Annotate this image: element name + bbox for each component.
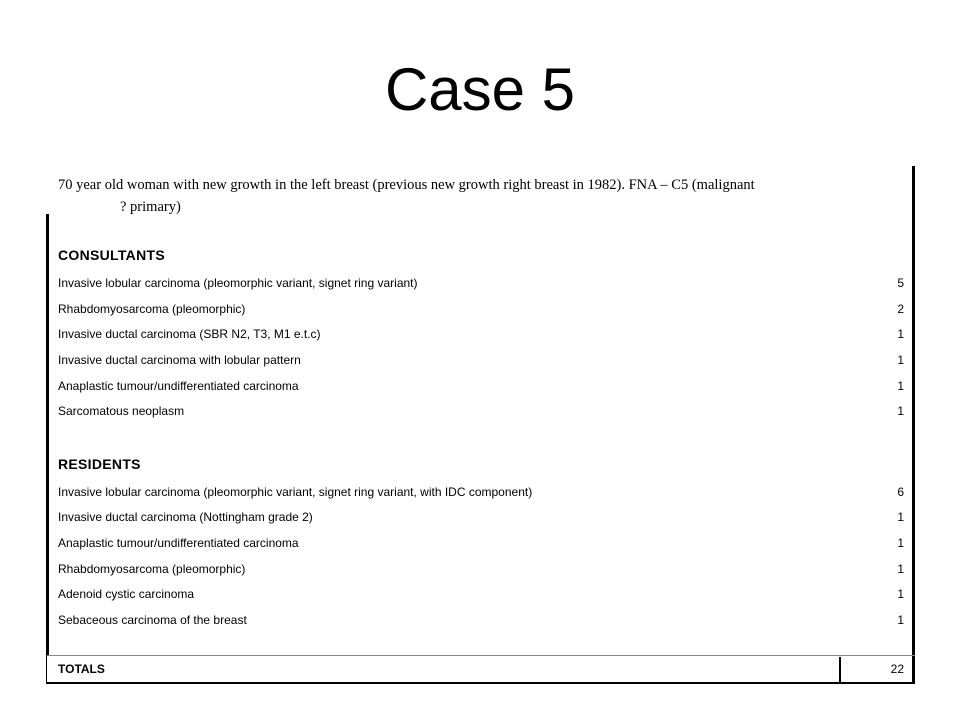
consultants-heading: CONSULTANTS xyxy=(58,247,165,263)
table-row xyxy=(58,275,904,291)
case-description-line-2: ? primary) xyxy=(120,199,181,215)
table-row xyxy=(58,378,904,394)
diagnosis-count: 1 xyxy=(897,587,904,601)
diagnosis-label: Invasive lobular carcinoma (pleomorphic variant, signet ring variant) xyxy=(58,276,418,290)
diagnosis-count: 1 xyxy=(897,404,904,418)
diagnosis-label: Adenoid cystic carcinoma xyxy=(58,587,195,601)
diagnosis-label: Invasive ductal carcinoma (Nottingham grade 2) xyxy=(58,510,313,524)
table-row xyxy=(58,326,904,342)
slide-title: Case 5 xyxy=(384,56,576,123)
diagnosis-count: 1 xyxy=(897,379,904,393)
table-left-border xyxy=(46,214,49,656)
table-row xyxy=(58,586,904,602)
diagnosis-count: 1 xyxy=(897,327,904,341)
table-row xyxy=(58,484,904,500)
totals-column-divider xyxy=(839,657,841,684)
table-row xyxy=(58,301,904,317)
diagnosis-count: 1 xyxy=(897,353,904,367)
totals-top-border xyxy=(46,655,915,656)
table-row xyxy=(58,535,904,551)
diagnosis-label: Sebaceous carcinoma of the breast xyxy=(58,613,247,627)
diagnosis-count: 1 xyxy=(897,613,904,627)
diagnosis-count: 1 xyxy=(897,562,904,576)
diagnosis-count: 6 xyxy=(897,485,904,499)
diagnosis-label: Sarcomatous neoplasm xyxy=(58,404,185,418)
totals-label: TOTALS xyxy=(58,662,105,676)
table-row xyxy=(58,612,904,628)
table-row xyxy=(58,509,904,525)
table-row xyxy=(58,403,904,419)
totals-value: 22 xyxy=(890,662,904,676)
case-description xyxy=(58,174,818,218)
diagnosis-count: 5 xyxy=(897,276,904,290)
residents-heading: RESIDENTS xyxy=(58,456,141,472)
table-row xyxy=(58,561,904,577)
diagnosis-label: Anaplastic tumour/undifferentiated carcinoma xyxy=(58,379,299,393)
diagnosis-label: Invasive ductal carcinoma with lobular pattern xyxy=(58,353,301,367)
case-description-line-1: 70 year old woman with new growth in the left breast (previous new growth right breast in 1982). FNA – C5 (malignant xyxy=(58,177,755,193)
diagnosis-count: 1 xyxy=(897,510,904,524)
diagnosis-count: 2 xyxy=(897,302,904,316)
table-row xyxy=(58,352,904,368)
diagnosis-count: 1 xyxy=(897,536,904,550)
table-right-border xyxy=(912,166,915,684)
diagnosis-label: Invasive lobular carcinoma (pleomorphic variant, signet ring variant, with IDC component) xyxy=(58,485,533,499)
totals-left-border xyxy=(46,655,47,684)
diagnosis-label: Invasive ductal carcinoma (SBR N2, T3, M1 e.t.c) xyxy=(58,327,321,341)
totals-bottom-border xyxy=(46,682,915,684)
diagnosis-label: Rhabdomyosarcoma (pleomorphic) xyxy=(58,562,246,576)
diagnosis-label: Rhabdomyosarcoma (pleomorphic) xyxy=(58,302,246,316)
diagnosis-label: Anaplastic tumour/undifferentiated carcinoma xyxy=(58,536,299,550)
